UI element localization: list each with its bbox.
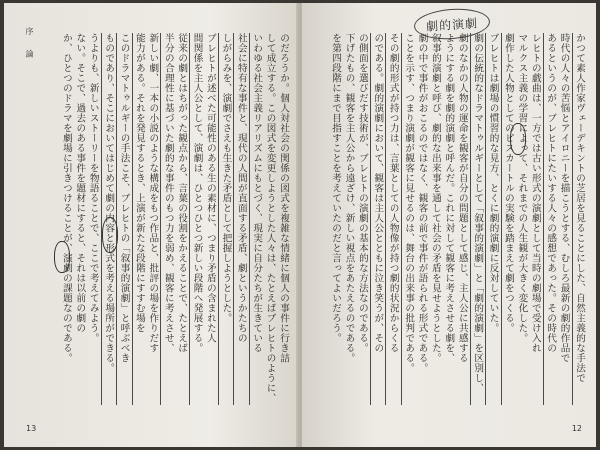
handwritten-annotation: 劇的演劇	[413, 6, 491, 41]
text-column: ブレヒトは劇場の慣習的な見方、とくに劇的演劇に反対していた。	[486, 33, 501, 405]
text-column: 叙事的演劇と呼び、劇的な出来事を通して社会の矛盾を見せようとした。	[429, 33, 441, 363]
text-column: ことを示す、つまり演劇が観客に見せるのは、舞台の出来事の批判である。	[403, 33, 415, 373]
running-head: 序 論	[25, 27, 34, 64]
text-column: 間関係を主人公として、演劇は、ひとつひとつ新しい段階へ発展する。	[191, 33, 203, 353]
text-column: 劇の伝統的なドラマトゥルギーとして「叙事的演劇」と「劇的演劇」を区別し、	[471, 33, 486, 405]
text-column: ブレヒトが述べた可能性のある生の素材に、つまり矛盾の含まれた人	[204, 33, 219, 405]
text-column: を第四段階にまで目指すことを考えていたのだと言ってよいだろう。	[330, 33, 342, 343]
text-column: 半分の合理性に基づいた劇的な事件のもつ力を弱め、観客に考えさせ、	[162, 33, 174, 353]
page-number: 13	[26, 424, 37, 433]
text-column: のである。劇的演劇において、観客は主人公とともに泣き笑うが、その	[371, 33, 386, 405]
text-column: レヒトの戯曲は、一方では古い形式の演劇として当時の劇場で受け入れ	[528, 33, 543, 405]
text-column: うよりも、新しいストーリーを物語ることで、ここで考えてみよう。	[86, 33, 101, 405]
text-column: の側面を選びだす技術が、ブレヒトの演劇の基本的な方法なのである。	[356, 33, 371, 405]
text-column: 能力がある。それを発見するとき、上演が新たな段階にすすむ場を	[133, 33, 145, 333]
hand-drawn-circle	[510, 123, 526, 155]
text-column: ない。そこで、過去のある事件を題材にすると、それは以前の劇の	[74, 33, 86, 333]
open-book	[4, 3, 596, 447]
left-page-text	[40, 33, 290, 405]
left-page	[4, 3, 298, 447]
text-column: 時代の人々の苦悩とアイロニーを描こうとする、むしろ最新の劇的作品で	[557, 33, 572, 405]
text-column: しがらみを、演劇でさえも生きた矛盾として把握しようとした。	[219, 33, 234, 405]
text-column: のだろうか。個人対社会の関係の図式を複雑な情緒に個人の事件に行き詰	[278, 33, 289, 363]
text-column: いわゆる社会主義リアリズムにもとづく、現実に自分たちが生きている	[251, 33, 263, 353]
text-column: 劇作した人物としてのピスカートルの実験を踏まえて劇をつくる。	[502, 33, 514, 333]
text-column: か、ひとつのドラマを劇場に引きつけることが、演劇の課題なのである。	[60, 33, 72, 363]
hand-drawn-circle	[102, 217, 118, 253]
text-column: 下げたもの、観客を主人公から遠ざけ、新しい視点をあたえるのである。	[343, 33, 355, 363]
text-column: 劇の中で事件がおこるのではなく、観客の前で事件が語られる形式である。	[416, 33, 428, 373]
hand-drawn-circle	[54, 241, 70, 273]
text-column: 新しい劇、一本の小説のような構成をもつ作品と、批評の場を作りだす	[146, 33, 161, 405]
text-column: ようにする劇を劇的演劇と呼んだ。これに対して観客に考えさせる劇を、	[443, 33, 455, 363]
text-column: 社会に特有な事件と、現代の人間が直面する矛盾、劇というかたちの	[234, 33, 249, 405]
text-column: 従来の劇とはちがった観点から、言葉の役割をかえることで、たとえば	[175, 33, 190, 405]
text-column: あるというのが、ブレヒトにたいする人々の感想であった。その時代の	[545, 33, 557, 353]
text-column: ものであり、そこにおいてはじめて劇の内容と形式を考える場所ができる。	[102, 33, 117, 405]
text-column: して成立する。この図式を変更しようとした人々は、たとえばブレヒトのように、	[264, 33, 276, 403]
text-column: その劇的形式が持つ力は、言葉としての人物像が持つ劇的状況からくる	[386, 33, 401, 405]
text-column: かつて素人作家ヴェーデキントの芝居を見ることにした、自然主義的な手法で	[574, 33, 585, 383]
text-column: このドラマトゥルギーの手法こそ、ブレヒトの「叙事的演劇」と呼ぶべき	[117, 33, 132, 405]
page-number: 12	[571, 424, 582, 433]
text-column: マルクス主義の学習によって、それまでの人生観が大きく変化した。	[516, 33, 528, 343]
right-page-text	[324, 33, 586, 405]
text-column: 劇のなかの人物の運命を観客が自分の問題として感じ、主人公に共感する	[455, 33, 470, 405]
right-page	[302, 3, 596, 447]
